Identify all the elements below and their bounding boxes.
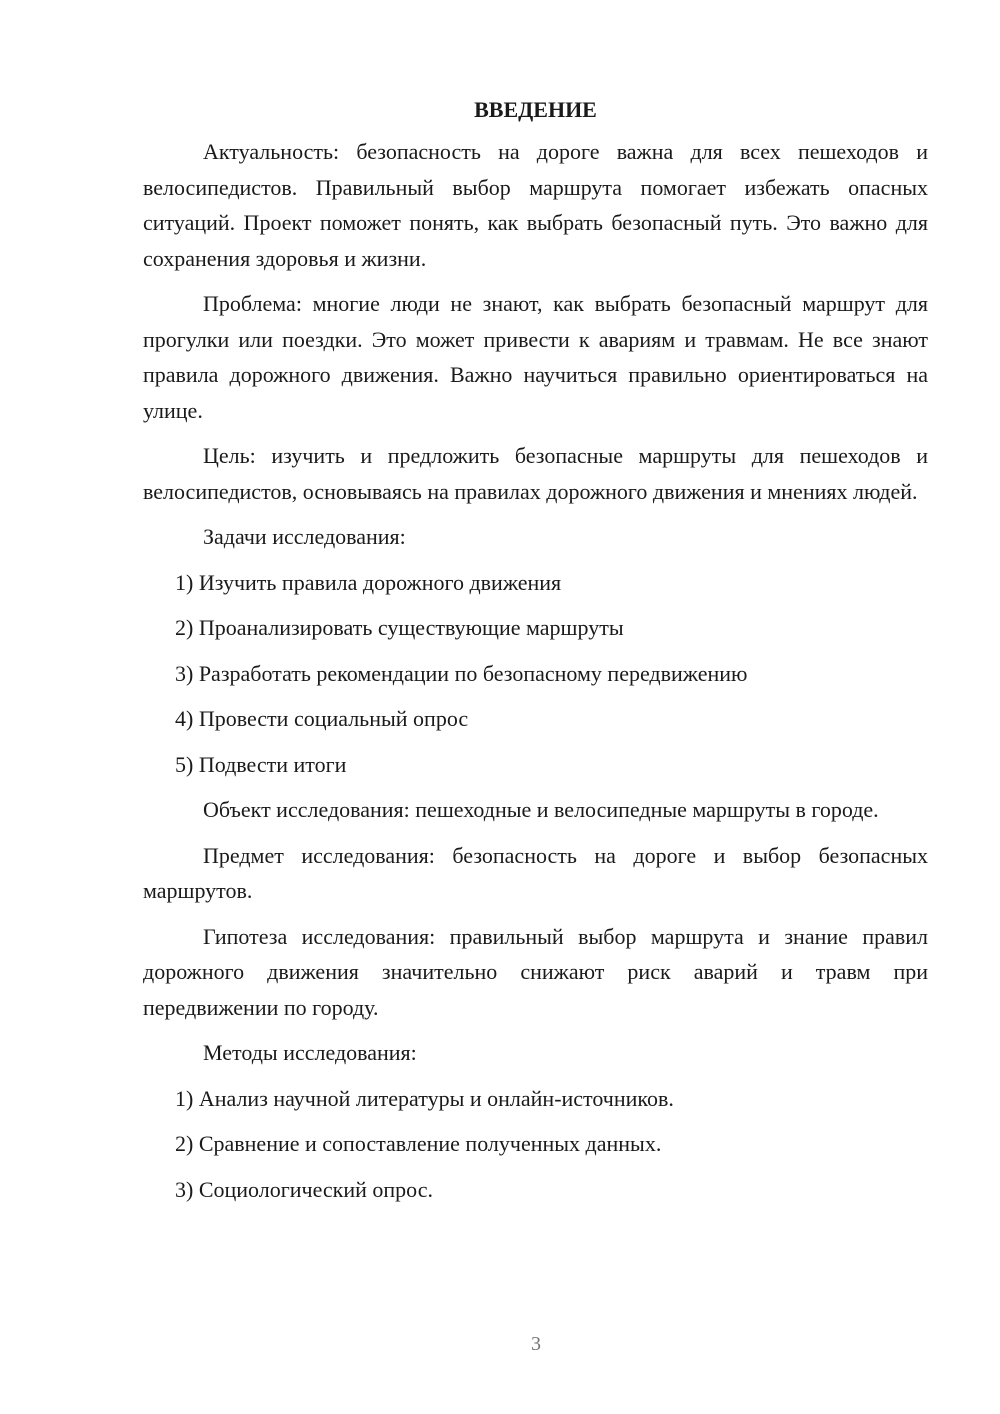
tasks-list: [143, 565, 928, 783]
paragraph-relevance: Актуальность: безопасность на дороге важна для всех пешеходов и велосипедистов. Правильный выбор маршрута помогает избежать опасных ситуаций. Проект поможет понять, как выбрать безопасный путь. Это важно для сохранения здоровья и жизни.: [143, 139, 928, 271]
list-item: 2) Сравнение и сопоставление полученных данных.: [175, 1131, 662, 1156]
list-item: 1) Анализ научной литературы и онлайн-источников.: [175, 1085, 674, 1111]
list-item: 5) Подвести итоги: [175, 751, 347, 777]
paragraph-subject: Предмет исследования: безопасность на дороге и выбор безопасных маршрутов.: [143, 842, 928, 903]
paragraph-problem: Проблема: многие люди не знают, как выбрать безопасный маршрут для прогулки или поездки. Это может привести к авариям и травмам. Не все знают правила дорожного движения. Важно научиться правильно ориентироваться на улице.: [143, 291, 928, 423]
list-item: 3) Социологический опрос.: [175, 1176, 433, 1202]
list-item: 1) Изучить правила дорожного движения: [175, 569, 562, 595]
list-item: 4) Провести социальный опрос: [175, 706, 469, 731]
methods-heading: Методы исследования:: [203, 1040, 417, 1065]
list-item: 3) Разработать рекомендации по безопасному передвижению: [175, 660, 748, 686]
paragraph-object: Объект исследования: пешеходные и велосипедные маршруты в городе.: [203, 797, 879, 822]
page-title: ВВЕДЕНИЕ: [474, 97, 597, 122]
list-item: 2) Проанализировать существующие маршруты: [175, 615, 624, 640]
methods-list: [143, 1081, 928, 1208]
document-page: [143, 92, 928, 1217]
tasks-heading: Задачи исследования:: [203, 524, 406, 549]
page-number: 3: [531, 1333, 541, 1355]
paragraph-goal: Цель: изучить и предложить безопасные маршруты для пешеходов и велосипедистов, основываясь на правилах дорожного движения и мнениях людей.: [143, 443, 928, 504]
paragraph-hypothesis: Гипотеза исследования: правильный выбор маршрута и знание правил дорожного движения значительно снижают риск аварий и травм при передвижении по городу.: [143, 923, 928, 1020]
